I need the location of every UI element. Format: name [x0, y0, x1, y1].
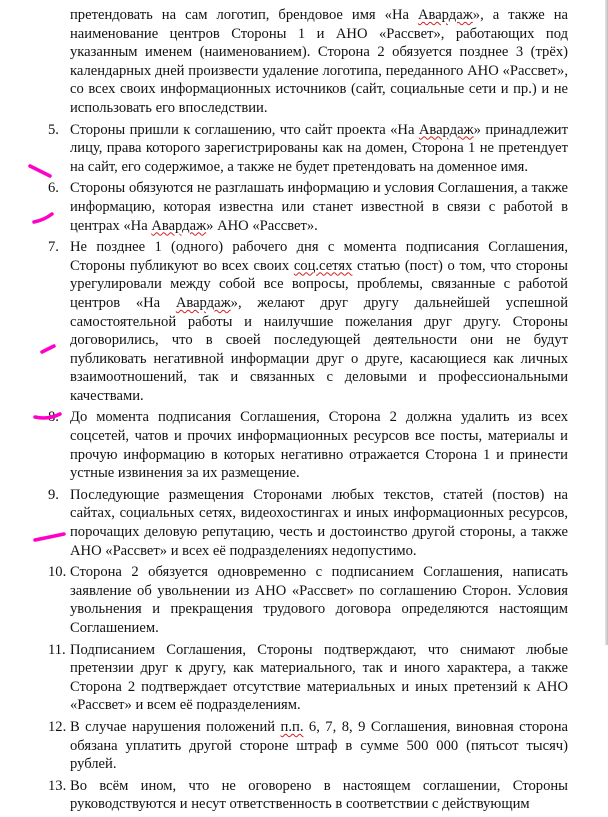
- clause-number: 11.: [48, 641, 66, 658]
- clause-12: [30, 718, 568, 774]
- clause-text: До момента подписания Соглашения, Сторона 2 должна удалить из всех соцсетей, чатов и прочих информационных ресурсов все посты, материалы и прочую информацию в которых негативно отражается Сторона 1 и принести устные извинения за их размещение.: [70, 409, 568, 482]
- clause-number: 6.: [48, 180, 59, 197]
- clause-text: Стороны пришли к соглашению, что сайт проекта «На Авардаж» принадлежит лицу, права которого зарегистрированы как на домен, Сторона 1 не претендует на сайт, его содержимое, а также не будет претендовать на доменное имя.: [70, 121, 568, 175]
- clause-10: [30, 563, 568, 637]
- clause-5: [30, 121, 568, 177]
- clause-number: 13.: [48, 777, 67, 794]
- clause-text: Подписанием Соглашения, Стороны подтверждают, что снимают любые претензии друг к другу, как материального, так и иного характера, а также Сторона 2 подтверждает отсутствие материальных и иных претензий к АНО «Рассвет» и всем её подразделениям.: [70, 641, 568, 714]
- clause-number: 9.: [48, 486, 59, 503]
- continuation-text: претендовать на сам логотип, брендовое имя «На Авардаж», а также на наименование центров Стороны 1 и АНО «Рассвет», работающих под указанным именем (наименованием). Сторона 2 обязуется позднее 3 (трёх) календарных дней произвести удаление логотипа, переданного АНО «Рассвет», со всех своих информационных источников (сайт, социальные сети и пр.) и не использовать его впоследствии.: [70, 7, 568, 116]
- clause-number: 5.: [48, 121, 59, 138]
- document-body: [30, 6, 568, 817]
- clause-number: 7.: [48, 239, 59, 256]
- clause-text: Во всём ином, что не оговорено в настоящем соглашении, Стороны руководствуются и несут ответственность в соответствии с действующим: [70, 777, 568, 813]
- clause-text: В случае нарушения положений п.п. 6, 7, 8, 9 Соглашения, виновная сторона обязана уплатить другой стороне штраф в сумме 500 000 (пятьсот тысяч) рублей.: [70, 718, 568, 773]
- clause-number: 10.: [48, 564, 67, 581]
- clause-13: [30, 777, 568, 814]
- clause-7: [30, 238, 568, 405]
- clause-9: [30, 486, 568, 560]
- clause-text: Стороны обязуются не разглашать информацию и условия Соглашения, а также информацию, которая известна или станет известной в связи с работой в центрах «На Авардаж» АНО «Рассвет».: [70, 180, 568, 234]
- clause-text: Сторона 2 обязуется одновременно с подписанием Соглашения, написать заявление об увольнении из АНО «Рассвет» по соглашению Сторон. Условия увольнения и прекращения трудового договора определяются настоящим Соглашением.: [70, 564, 568, 636]
- clause-11: [30, 641, 568, 715]
- clause-8: [30, 408, 568, 482]
- clause-text: Последующие размещения Сторонами любых текстов, статей (постов) на сайтах, социальных сетях, видеохостингах и иных информационных ресурсов, порочащих деловую репутацию, честь и достоинство другой стороны, а также АНО «Рассвет» и всех её подразделениях недопустимо.: [70, 486, 568, 559]
- clause-number: 12.: [48, 718, 67, 735]
- continuation-paragraph: [30, 6, 568, 118]
- clause-text: Не позднее 1 (одного) рабочего дня с момента подписания Соглашения, Стороны публикуют во всех своих соц.сетях статью (пост) о том, что стороны урегулировали между собой все вопросы, проблемы, связанные с работой центров «На Авардаж», желают друг другу дальнейшей успешной самостоятельной работы и наилучшие пожелания друг другу. Стороны договорились, что в своей последующей деятельности они не будут публиковать негативной информации друг о друге, касающиеся как личных взаимоотношений, так и связанных с деловыми и профессиональными качествами.: [70, 239, 568, 404]
- clause-6: [30, 179, 568, 235]
- clause-number: 8.: [48, 409, 59, 426]
